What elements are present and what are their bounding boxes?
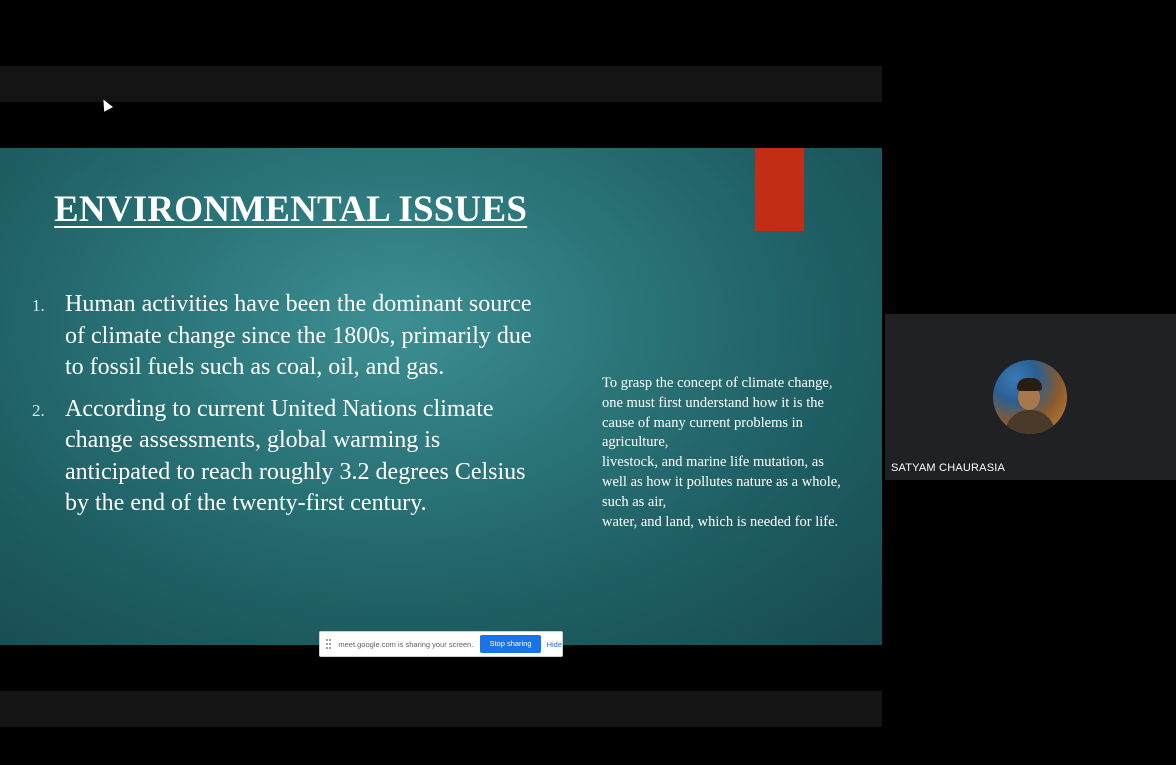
list-item-number: 1. xyxy=(32,296,45,315)
slide-title: ENVIRONMENTAL ISSUES xyxy=(54,189,528,230)
avatar-shirt-shape xyxy=(1005,410,1055,434)
list-item xyxy=(32,394,542,520)
presentation-slide xyxy=(0,148,882,645)
side-note-line: To grasp the concept of climate change, xyxy=(602,375,833,391)
list-item xyxy=(32,289,542,384)
participant-avatar xyxy=(993,360,1067,434)
avatar-hair-shape xyxy=(1017,378,1042,391)
side-note-line: one must first understand how it is the cause of many current problems in agriculture, xyxy=(602,394,824,451)
list-item-text: According to current United Nations climate change assessments, global warming is anticipated to reach roughly 3.2 degrees Celsius by the end of the twenty-first century. xyxy=(65,395,526,516)
bottom-toolbar-strip xyxy=(0,691,882,727)
drag-handle-icon[interactable] xyxy=(326,639,331,649)
slide-side-note xyxy=(602,374,852,532)
share-message: meet.google.com is sharing your screen. xyxy=(338,639,474,649)
participant-name: SATYAM CHAURASIA xyxy=(891,462,1006,474)
list-item-number: 2. xyxy=(32,400,45,420)
slide-accent-bar xyxy=(755,148,804,231)
list-item-text: Human activities have been the dominant source of climate change since the 1800s, primarily due to fossil fuels such as coal, oil, and gas. xyxy=(65,291,532,380)
side-note-line: water, and land, which is needed for life. xyxy=(602,513,839,530)
slide-bullet-list xyxy=(32,289,542,530)
participant-tile[interactable] xyxy=(885,314,1176,480)
stop-sharing-button[interactable]: Stop sharing xyxy=(480,635,540,653)
side-note-line: livestock, and marine life mutation, as well as how it pollutes nature as a whole, such as air, xyxy=(602,454,841,510)
screen-share-notification xyxy=(319,631,563,657)
hide-button[interactable]: Hide xyxy=(546,639,562,649)
top-toolbar-strip xyxy=(0,66,882,102)
